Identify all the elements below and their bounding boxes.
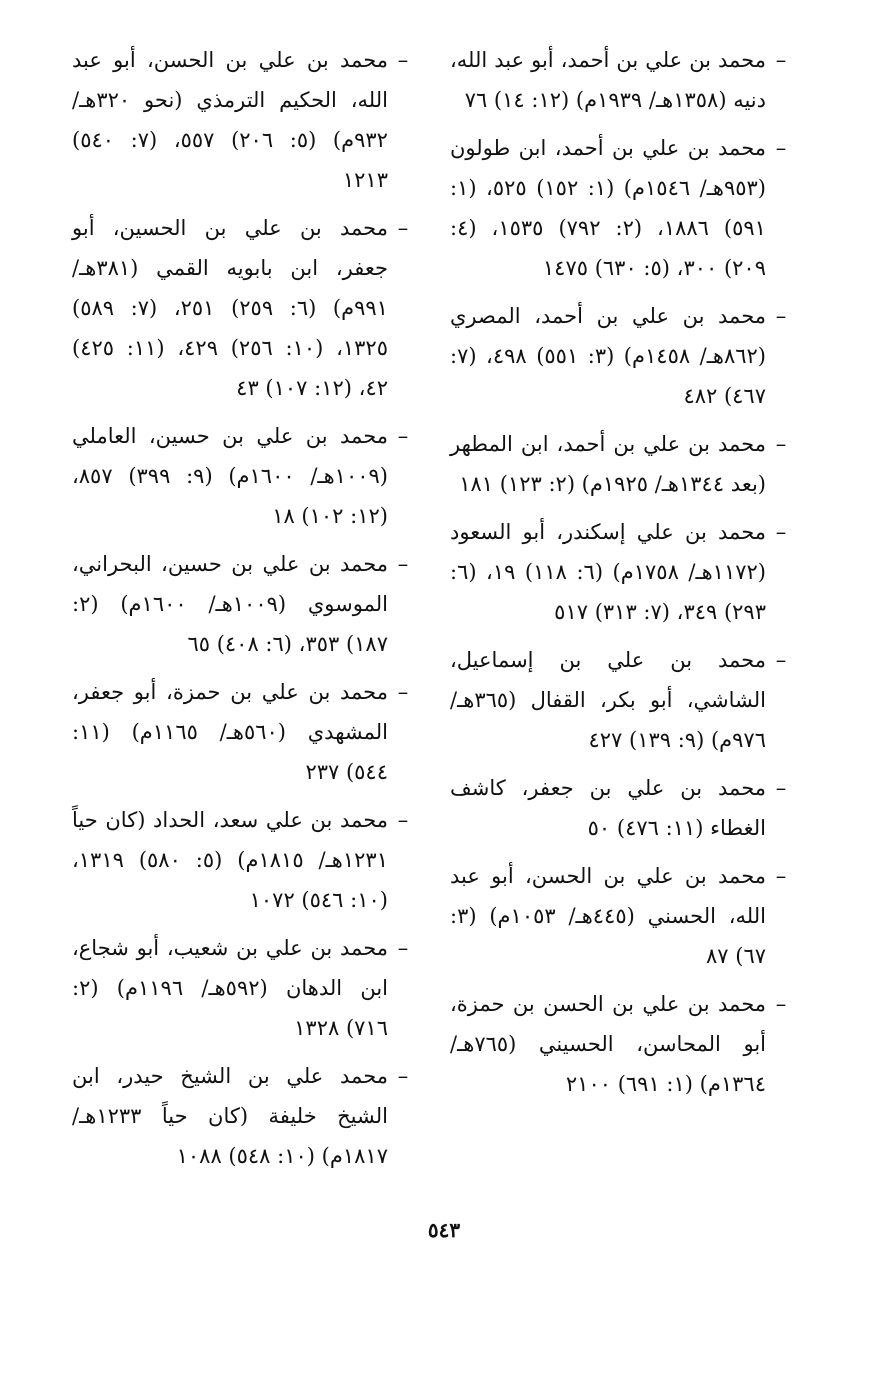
entry-text: محمد بن علي بن الحسن، أبو عبد الله، الحسني (٤٤٥هـ/ ١٠٥٣م) (٣: ٦٧) ٨٧ [450, 864, 766, 968]
index-entry [450, 984, 790, 1104]
index-entry [72, 416, 412, 536]
left-column [72, 40, 412, 1184]
index-entry [450, 640, 790, 760]
entry-dash: – [775, 48, 787, 72]
index-entry [72, 928, 412, 1048]
entry-dash: – [397, 48, 409, 72]
entry-text: محمد بن علي بن أحمد، ابن طولون (٩٥٣هـ/ ١٥٤٦م) (١: ١٥٢) ٥٢٥، (١: ٥٩١) ١٨٨٦، (٢: ٧٩٢) ١٥٣٥، (٤: ٢٠٩) ٣٠٠، (٥: ٦٣٠) ١٤٧٥ [450, 136, 766, 280]
index-entry [450, 856, 790, 976]
entry-dash: – [397, 552, 409, 576]
entry-dash: – [397, 680, 409, 704]
entry-text: محمد بن علي بن حسين، البحراني، الموسوي (١٠٠٩هـ/ ١٦٠٠م) (٢: ١٨٧) ٣٥٣، (٦: ٤٠٨) ٦٥ [72, 552, 388, 656]
entry-dash: – [775, 304, 787, 328]
entry-dash: – [397, 424, 409, 448]
index-entry [450, 512, 790, 632]
page-number: ٥٤٣ [427, 1218, 461, 1242]
entry-dash: – [397, 216, 409, 240]
entry-text: محمد بن علي بن شعيب، أبو شجاع، ابن الدهان (٥٩٢هـ/ ١١٩٦م) (٢: ٧١٦) ١٣٢٨ [72, 936, 388, 1040]
index-entry [72, 672, 412, 792]
entry-dash: – [397, 808, 409, 832]
entry-text: محمد بن علي بن الحسن بن حمزة، أبو المحاسن، الحسيني (٧٦٥هـ/ ١٣٦٤م) (١: ٦٩١) ٢١٠٠ [450, 992, 766, 1096]
entry-text: محمد بن علي بن حسين، العاملي (١٠٠٩هـ/ ١٦٠٠م) (٩: ٣٩٩) ٨٥٧، (١٢: ١٠٢) ١٨ [72, 424, 388, 528]
index-entry [450, 768, 790, 848]
entry-dash: – [775, 432, 787, 456]
index-entry [450, 40, 790, 120]
index-entry [72, 544, 412, 664]
right-column [450, 40, 790, 1112]
entry-dash: – [397, 1064, 409, 1088]
entry-text: محمد بن علي إسكندر، أبو السعود (١١٧٢هـ/ ١٧٥٨م) (٦: ١١٨) ١٩، (٦: ٢٩٣) ٣٤٩، (٧: ٣١٣) ٥١٧ [450, 520, 766, 624]
entry-text: محمد بن علي بن حمزة، أبو جعفر، المشهدي (٥٦٠هـ/ ١١٦٥م) (١١: ٥٤٤) ٢٣٧ [72, 680, 388, 784]
entry-dash: – [775, 136, 787, 160]
index-entry [72, 800, 412, 920]
entry-dash: – [775, 864, 787, 888]
index-entry [450, 128, 790, 288]
entry-dash: – [775, 776, 787, 800]
entry-text: محمد بن علي بن جعفر، كاشف الغطاء (١١: ٤٧٦) ٥٠ [450, 776, 766, 840]
entry-text: محمد بن علي بن الحسن، أبو عبد الله، الحكيم الترمذي (نحو ٣٢٠هـ/ ٩٣٢م) (٥: ٢٠٦) ٥٥٧، (٧: ٥٤٠) ١٢١٣ [72, 48, 388, 192]
entry-text: محمد بن علي بن إسماعيل، الشاشي، أبو بكر، القفال (٣٦٥هـ/ ٩٧٦م) (٩: ١٣٩) ٤٢٧ [450, 648, 766, 752]
entry-dash: – [775, 992, 787, 1016]
entry-text: محمد بن علي سعد، الحداد (كان حياً ١٢٣١هـ/ ١٨١٥م) (٥: ٥٨٠) ١٣١٩، (١٠: ٥٤٦) ١٠٧٢ [72, 808, 388, 912]
index-entry [72, 1056, 412, 1176]
index-entry [450, 424, 790, 504]
entry-text: محمد بن علي بن الحسين، أبو جعفر، ابن بابويه القمي (٣٨١هـ/ ٩٩١م) (٦: ٢٥٩) ٢٥١، (٧: ٥٨٩) ١٣٢٥، (١٠: ٢٥٦) ٤٢٩، (١١: ٤٢٥) ٤٢، (١٢: ١٠٧) ٤٣ [72, 216, 388, 400]
entry-dash: – [775, 648, 787, 672]
entry-dash: – [775, 520, 787, 544]
entry-text: محمد بن علي بن أحمد، المصري (٨٦٢هـ/ ١٤٥٨م) (٣: ٥٥١) ٤٩٨، (٧: ٤٦٧) ٤٨٢ [450, 304, 766, 408]
entry-text: محمد علي بن الشيخ حيدر، ابن الشيخ خليفة (كان حياً ١٢٣٣هـ/ ١٨١٧م) (١٠: ٥٤٨) ١٠٨٨ [72, 1064, 388, 1168]
index-entry [72, 40, 412, 200]
entry-text: محمد بن علي بن أحمد، ابن المطهر (بعد ١٣٤٤هـ/ ١٩٢٥م) (٢: ١٢٣) ١٨١ [450, 432, 766, 496]
index-entry [72, 208, 412, 408]
index-entry [450, 296, 790, 416]
entry-text: محمد بن علي بن أحمد، أبو عبد الله، دنيه (١٣٥٨هـ/ ١٩٣٩م) (١٢: ١٤) ٧٦ [450, 48, 766, 112]
entry-dash: – [397, 936, 409, 960]
